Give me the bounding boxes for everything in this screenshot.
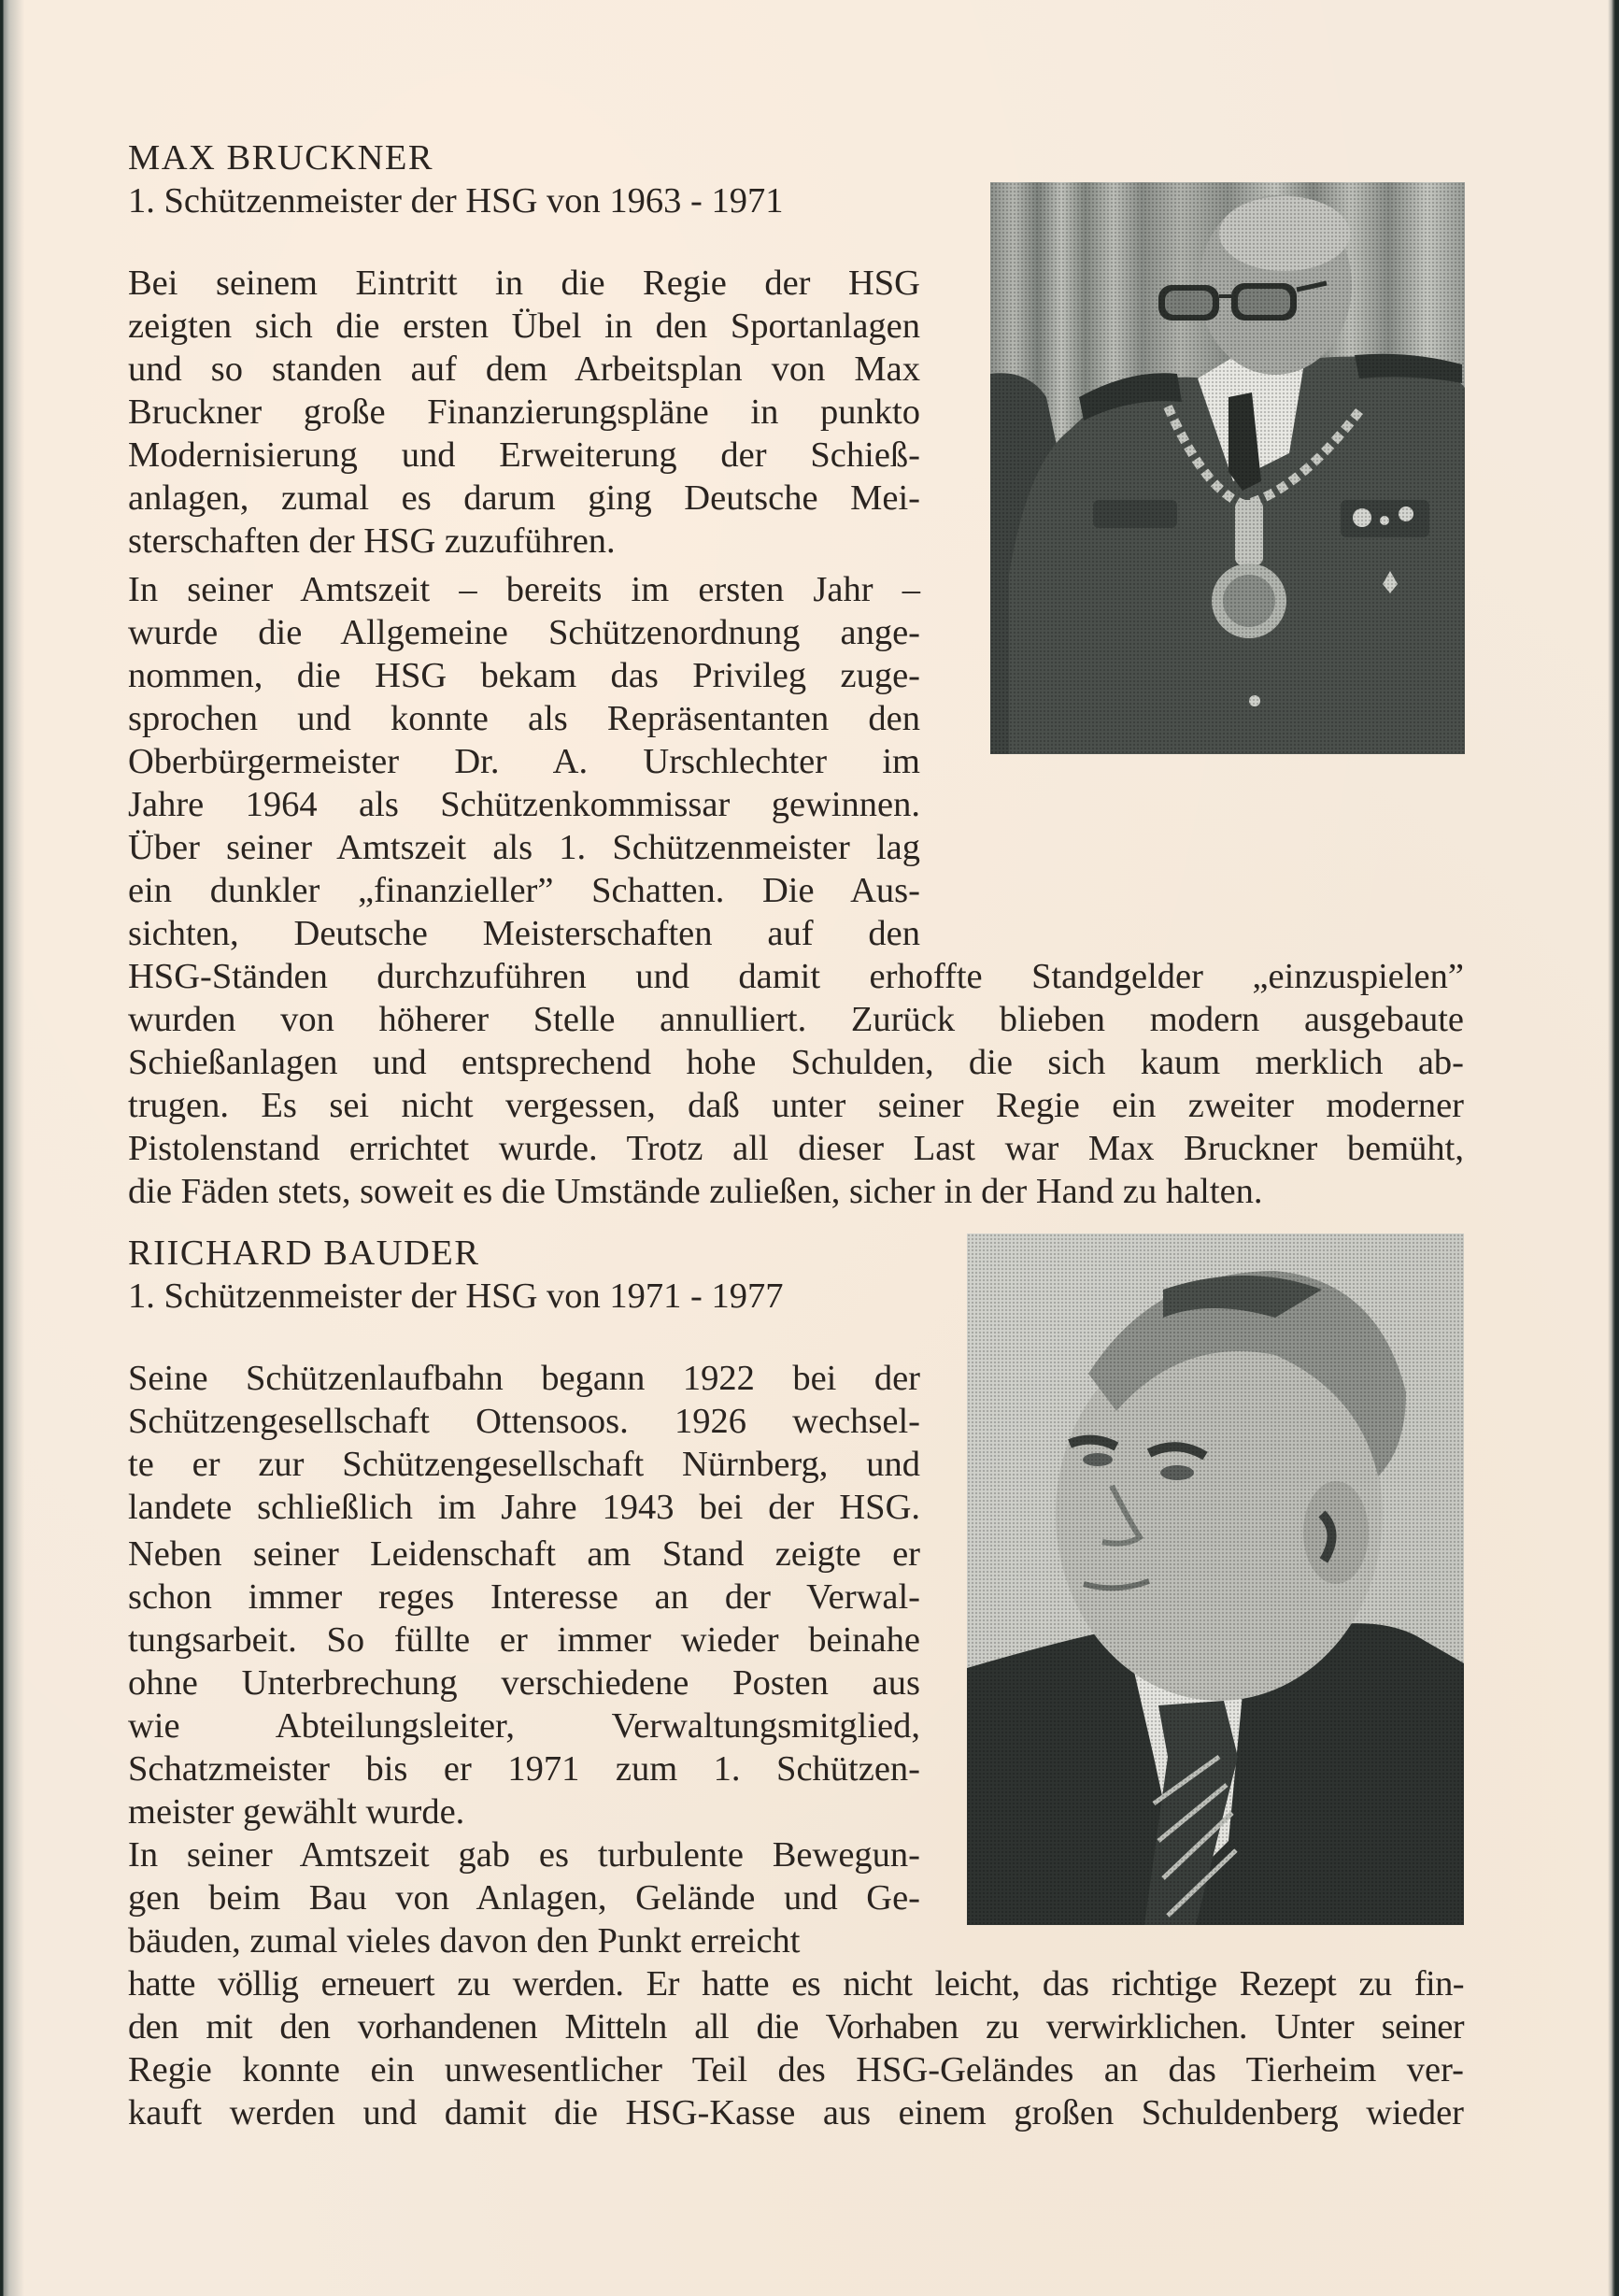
text-line: Jahre 1964 als Schützenkommissar gewinnen. bbox=[128, 785, 920, 824]
section-1-paragraph-2 bbox=[128, 568, 920, 955]
section-1-name: MAX BRUCKNER bbox=[128, 138, 434, 178]
text-line: und so standen auf dem Arbeitsplan von Max bbox=[128, 349, 920, 389]
text-line: zeigten sich die ersten Übel in den Sportanlagen bbox=[128, 307, 920, 346]
text-line: anlagen, zumal es darum ging Deutsche Mei- bbox=[128, 478, 920, 518]
text-line: Schützengesellschaft Ottensoos. 1926 wechsel- bbox=[128, 1402, 920, 1441]
text-line: den mit den vorhandenen Mitteln all die Vorhaben zu verwirklichen. Unter seiner bbox=[128, 2007, 1464, 2046]
text-line: bäuden, zumal vieles davon den Punkt erreicht bbox=[128, 1921, 801, 1961]
text-line: wurden von höherer Stelle annulliert. Zurück blieben modern ausgebaute bbox=[128, 1000, 1464, 1039]
text-line: tungsarbeit. So füllte er immer wieder beinahe bbox=[128, 1620, 920, 1660]
text-line: Über seiner Amtszeit als 1. Schützenmeister lag bbox=[128, 828, 920, 867]
text-line: sprochen und konnte als Repräsentanten den bbox=[128, 699, 920, 738]
section-2-paragraph-3 bbox=[128, 1833, 920, 1962]
text-line: te er zur Schützengesellschaft Nürnberg, und bbox=[128, 1445, 920, 1484]
section-2-paragraph-3-continued bbox=[128, 1962, 1464, 2134]
section-2-paragraph-2 bbox=[128, 1533, 920, 1833]
text-line: Oberbürgermeister Dr. A. Urschlechter im bbox=[128, 742, 920, 781]
text-line: schon immer reges Interesse an der Verwal- bbox=[128, 1577, 920, 1617]
text-line: Seine Schützenlaufbahn begann 1922 bei der bbox=[128, 1359, 920, 1398]
section-1-title: 1. Schützenmeister der HSG von 1963 - 1971 bbox=[128, 181, 784, 221]
page-edge-shadow-right bbox=[1608, 0, 1619, 2296]
text-line: wie Abteilungsleiter, Verwaltungsmitglied, bbox=[128, 1706, 920, 1746]
text-line: sichten, Deutsche Meisterschaften auf den bbox=[128, 914, 920, 953]
section-2-name: RIICHARD BAUDER bbox=[128, 1234, 480, 1273]
text-line: Modernisierung und Erweiterung der Schieß- bbox=[128, 435, 920, 475]
text-line: landete schließlich im Jahre 1943 bei der HSG. bbox=[128, 1488, 920, 1527]
text-line: kauft werden und damit die HSG-Kasse aus einem großen Schuldenberg wieder bbox=[128, 2093, 1464, 2132]
text-line: Pistolenstand errichtet wurde. Trotz all dieser Last war Max Bruckner bemüht, bbox=[128, 1129, 1464, 1168]
text-line: sterschaften der HSG zuzuführen. bbox=[128, 521, 616, 561]
text-line: gen beim Bau von Anlagen, Gelände und Ge- bbox=[128, 1878, 920, 1918]
text-line: ein dunkler „finanzieller” Schatten. Die Aus- bbox=[128, 871, 920, 910]
portrait-image bbox=[990, 182, 1465, 754]
section-1-paragraph-3 bbox=[128, 955, 1464, 1213]
text-line: nommen, die HSG bekam das Privileg zuge- bbox=[128, 656, 920, 695]
page-edge-shadow-left bbox=[0, 0, 24, 2296]
text-line: ohne Unterbrechung verschiedene Posten aus bbox=[128, 1663, 920, 1703]
text-line: HSG-Ständen durchzuführen und damit erhoffte Standgelder „einzuspielen” bbox=[128, 957, 1464, 996]
portrait-photo-max-bruckner bbox=[990, 182, 1465, 754]
text-line: meister gewählt wurde. bbox=[128, 1792, 465, 1832]
portrait-image bbox=[967, 1234, 1464, 1925]
section-1-paragraph-1 bbox=[128, 262, 920, 563]
section-2-title: 1. Schützenmeister der HSG von 1971 - 1977 bbox=[128, 1276, 784, 1316]
portrait-photo-richard-bauder bbox=[967, 1234, 1464, 1925]
text-line: Bruckner große Finanzierungspläne in punkto bbox=[128, 392, 920, 432]
text-line: trugen. Es sei nicht vergessen, daß unter seiner Regie ein zweiter moderner bbox=[128, 1086, 1464, 1125]
text-line: Schatzmeister bis er 1971 zum 1. Schützen- bbox=[128, 1749, 920, 1789]
text-line: Bei seinem Eintritt in die Regie der HSG bbox=[128, 264, 920, 303]
text-line: hatte völlig erneuert zu werden. Er hatte es nicht leicht, das richtige Rezept zu fin- bbox=[128, 1964, 1464, 2004]
text-line: In seiner Amtszeit – bereits im ersten Jahr – bbox=[128, 570, 920, 609]
text-line: wurde die Allgemeine Schützenordnung ange- bbox=[128, 613, 920, 652]
text-line: die Fäden stets, soweit es die Umstände zuließen, sicher in der Hand zu halten. bbox=[128, 1172, 1263, 1211]
section-2-paragraph-1 bbox=[128, 1357, 920, 1529]
text-line: In seiner Amtszeit gab es turbulente Bewegun- bbox=[128, 1835, 920, 1875]
text-line: Regie konnte ein unwesentlicher Teil des HSG-Geländes an das Tierheim ver- bbox=[128, 2050, 1464, 2089]
text-line: Schießanlagen und entsprechend hohe Schulden, die sich kaum merklich ab- bbox=[128, 1043, 1464, 1082]
text-line: Neben seiner Leidenschaft am Stand zeigte er bbox=[128, 1534, 920, 1574]
